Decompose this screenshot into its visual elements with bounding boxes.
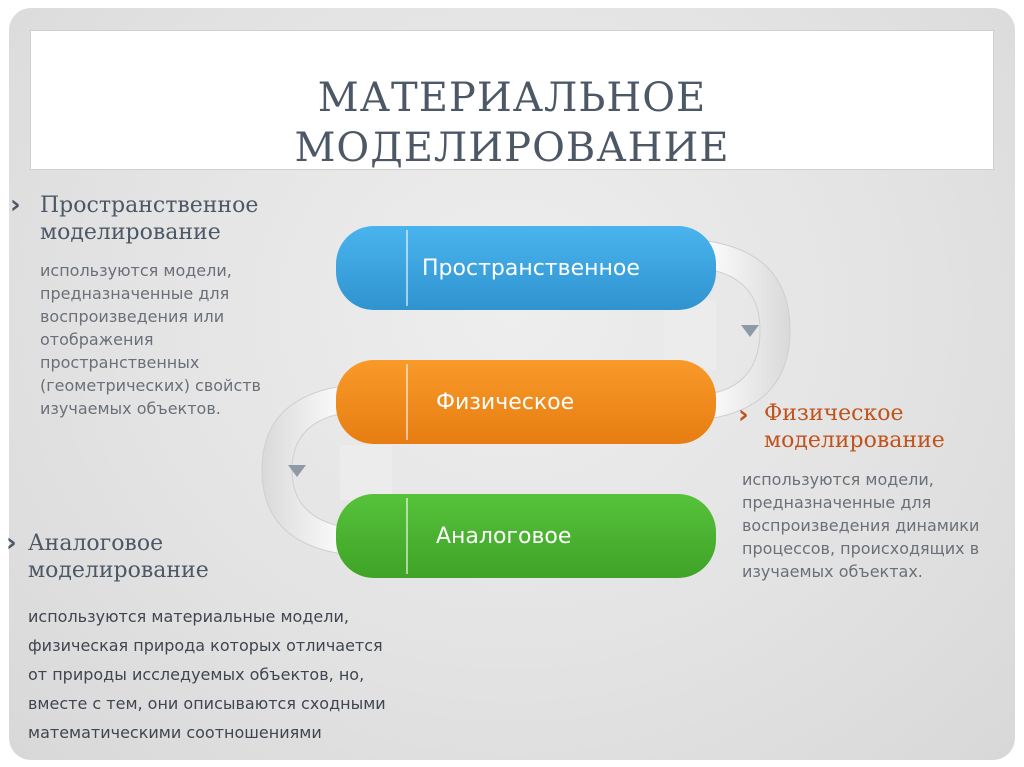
physical-heading-line-1: Физическое: [764, 401, 904, 426]
band-physical: [336, 360, 716, 444]
band-analog: [336, 494, 716, 578]
band-spatial: [336, 226, 716, 310]
triangle-down-icon: [288, 465, 306, 477]
physical-heading-line-2: моделирование: [764, 428, 945, 453]
chevron-right-icon: ›: [6, 528, 17, 558]
title-line-1: МАТЕРИАЛЬНОЕ: [317, 75, 707, 121]
band-divider: [406, 230, 408, 306]
band-physical-label: Физическое: [436, 389, 575, 415]
band-analog-label: Аналоговое: [436, 523, 572, 549]
band-divider: [406, 364, 408, 440]
chevron-right-icon: ›: [738, 400, 749, 430]
analog-heading: [28, 530, 209, 584]
title-line-2: МОДЕЛИРОВАНИЕ: [294, 125, 730, 171]
triangle-down-icon: [741, 325, 759, 337]
physical-description: используются модели, предназначенные для воспроизведения динамики процессов, происходящих в изучаемых объектах.: [742, 470, 980, 581]
spatial-heading-line-1: Пространственное: [40, 193, 259, 218]
band-spatial-label: Пространственное: [422, 255, 640, 281]
spatial-description: используются модели, предназначенные для воспроизведения или отображения пространственных (геометрических) свойств изучаемых объектов.: [40, 261, 261, 418]
band-divider: [406, 498, 408, 574]
analog-heading-line-2: моделирование: [28, 558, 209, 583]
analog-description: используются материальные модели, физическая природа которых отличается от природы исследуемых объектов, но, вместе с тем, они описываются сходными математическими соотношениями: [28, 607, 386, 742]
physical-heading: [764, 400, 945, 454]
spatial-heading-line-2: моделирование: [40, 220, 221, 245]
analog-heading-line-1: Аналоговое: [28, 531, 164, 556]
lower-link: [340, 445, 392, 500]
chevron-right-icon: ›: [10, 190, 21, 220]
